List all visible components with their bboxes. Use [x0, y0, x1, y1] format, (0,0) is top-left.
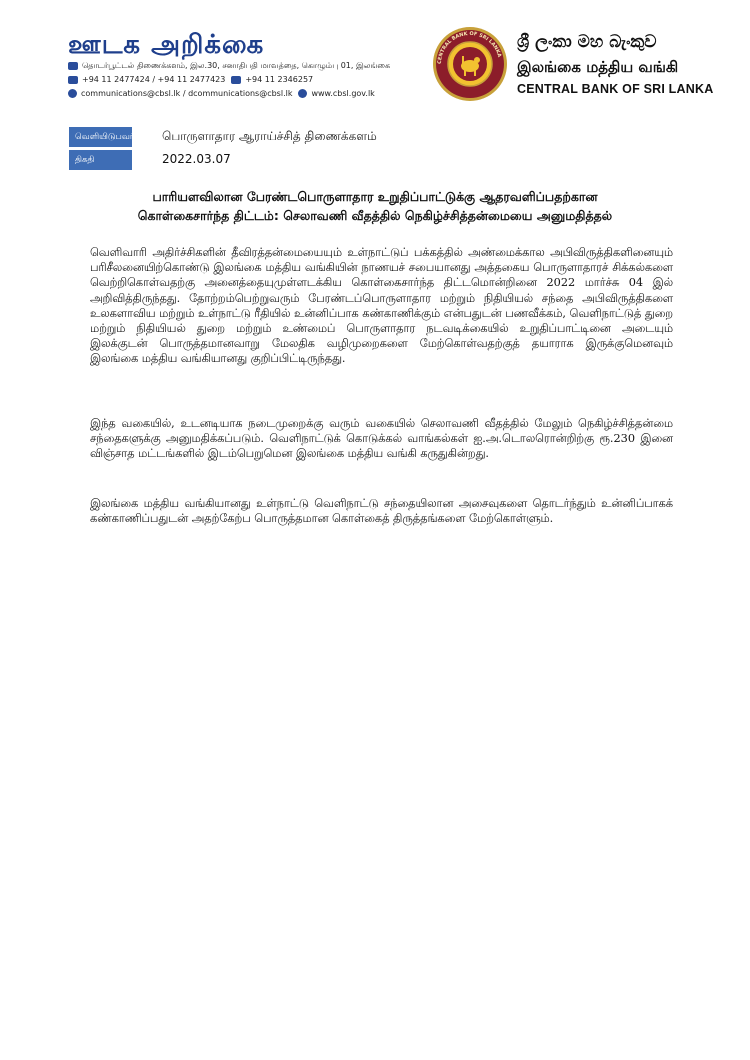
address-line [68, 61, 390, 71]
date-label: திகதி [69, 150, 132, 170]
bank-name-english: CENTRAL BANK OF SRI LANKA [517, 82, 714, 96]
email-text[interactable]: communications@cbsl.lk / dcommunications@cbsl.lk [81, 89, 293, 98]
phone-icon [68, 76, 78, 84]
email-line [68, 89, 375, 98]
central-bank-seal [432, 26, 508, 102]
date-value: 2022.03.07 [162, 152, 231, 166]
email-icon [68, 89, 77, 98]
bank-name-tamil: இலங்கை மத்திய வங்கி [517, 58, 679, 76]
issuer-value: பொருளாதார ஆராய்ச்சித் திணைக்களம் [162, 129, 377, 143]
body-paragraph-1: வெளிவாரி அதிர்ச்சிகளின் தீவிரத்தன்மையையும் உள்நாட்டுப் பக்கத்தில் அண்மைக்கால அபிவிருத்திகளினையும் பரிசீலனையிற்கொண்டு இலங்கை மத்திய வங்கியின் நாணயச் சபையானது அத்தகைய பொருளாதாரச் சிக்கல்களை வெற்றிகொள்வதற்கு அனைத்தையுமுள்ளடக்கிய கொள்கைசார்ந்த திட்டமொன்றினை 2022 மார்ச்சு 04 இல் அறிவித்திருந்தது. தோற்றம்பெற்றுவரும் பேரண்டப்பொருளாதார மற்றும் நிதியியல் சந்தை அபிவிருத்திகளை உலகளாவிய மற்றும் உள்நாட்டு ரீதியில் உன்னிப்பாக கண்காணிக்கும் என்பதுடன் பணவீக்கம், வெளிநாட்டுத் துறை மற்றும் நிதியியல் துறை மற்றும் உண்மைப் பொருளாதார நடவடிக்கையில் உறுதிப்பாட்டினை அடையும் இலக்குடன் பொருத்தமானவாறு மேலதிக வழிமுறைகளை மேற்கொள்வதற்குத் தயாராக இருக்குமெனவும் இலங்கை மத்திய வங்கியானது குறிப்பிட்டிருந்தது. [90, 246, 673, 366]
mail-icon [68, 62, 78, 70]
bank-name-sinhala: ශ්‍රී ලංකා මහ බැංකුව [517, 32, 657, 52]
body-paragraph-3: இலங்கை மத்திய வங்கியானது உள்நாட்டு வெளிநாட்டு சந்தையிலான அசைவுகளை தொடர்ந்தும் உன்னிப்பாகக் கண்காணிப்பதுடன் அதற்கேற்ப பொருத்தமான கொள்கைத் திருத்தங்களை மேற்கொள்ளும். [90, 497, 673, 526]
brand-title: ஊடக அறிக்கை [68, 30, 265, 60]
website-link[interactable]: www.cbsl.gov.lk [311, 89, 375, 98]
issuer-label: வெளியிடுபவர் [69, 127, 132, 147]
headline [80, 187, 670, 225]
headline-line-1: பாரியளவிலான பேரண்டபொருளாதார உறுதிப்பாட்டுக்கு ஆதரவளிப்பதற்கான [152, 189, 598, 204]
fax-icon [231, 76, 241, 84]
phone-line [68, 75, 313, 84]
fax-text: +94 11 2346257 [245, 75, 314, 84]
seal-text: CENTRAL BANK OF SRI LANKA [436, 30, 503, 65]
body-paragraph-2: இந்த வகையில், உடனடியாக நடைமுறைக்கு வரும் வகையில் செலாவணி வீதத்தில் மேலும் நெகிழ்ச்சித்தன்மை சந்தைகளுக்கு அனுமதிக்கப்படும். வெளிநாட்டுக் கொடுக்கல் வாங்கல்கள் ஐ.அ.டொலரொன்றிற்கு ரூ.230 இனை விஞ்சாத மட்டங்களில் இடம்பெறுமென இலங்கை மத்திய வங்கி கருதுகின்றது. [90, 417, 673, 461]
globe-icon [298, 89, 307, 98]
address-text: தொடர்பூட்டல் திணைக்களம், இல.30, சனாதிபதி மாவத்தை, கொழும்பு 01, இலங்கை [82, 61, 391, 70]
headline-line-2: கொள்கைசார்ந்த திட்டம்: செலாவணி வீதத்தில் நெகிழ்ச்சித்தன்மையை அனுமதித்தல் [137, 208, 613, 223]
phone-text: +94 11 2477424 / +94 11 2477423 [82, 75, 226, 84]
